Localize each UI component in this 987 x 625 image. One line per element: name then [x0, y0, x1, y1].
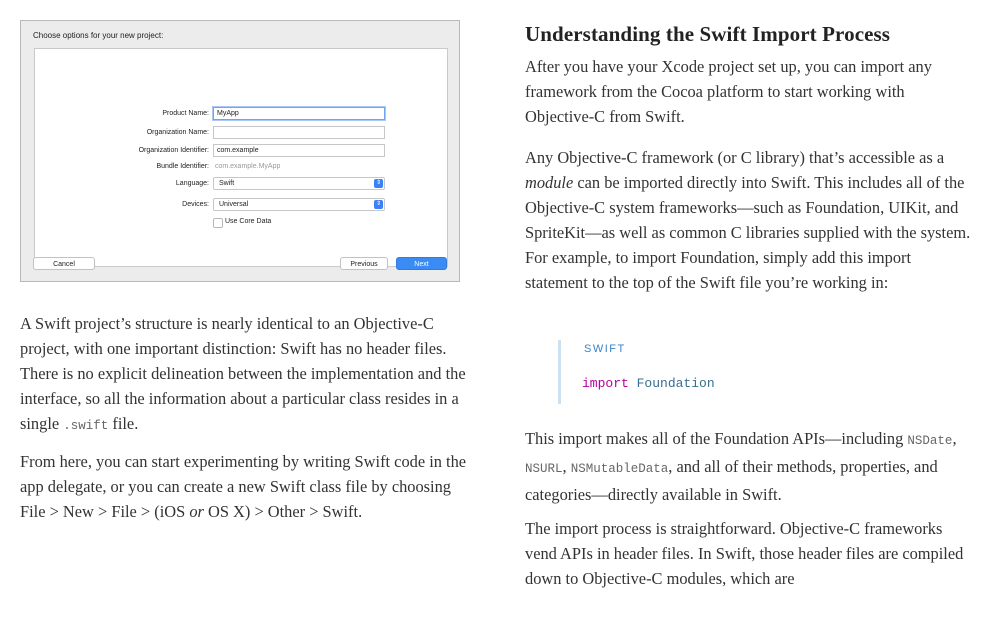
- devices-row: [35, 198, 449, 212]
- bundle-identifier-value: com.example.MyApp: [215, 163, 281, 170]
- inline-code: .swift: [63, 419, 109, 433]
- code-keyword: import: [582, 376, 629, 391]
- select-stepper-icon: ⇕: [375, 180, 382, 186]
- organization-identifier-row: [35, 144, 449, 158]
- dialog-options-panel: [34, 48, 448, 267]
- code-language-label: SWIFT: [584, 343, 626, 355]
- organization-name-label: Organization Name:: [146, 129, 209, 136]
- product-name-field[interactable]: MyApp: [213, 107, 385, 120]
- right-paragraph-2: [525, 145, 971, 295]
- organization-identifier-label: Organization Identifier:: [138, 147, 209, 154]
- xcode-dialog-screenshot: [20, 20, 460, 282]
- organization-identifier-field[interactable]: com.example: [213, 144, 385, 157]
- text-run: can be imported directly into Swift. This includes all of the Objective-C system frameworks—such as Foundation, UIKit, and SpriteKit—as well as common C libraries supplied with the system. For example, to import Foundation, simply add this import statement to the top of the Swift file you’re working in:: [525, 173, 971, 292]
- product-name-label: Product Name:: [162, 110, 209, 117]
- language-value: Swift: [219, 180, 235, 187]
- bundle-identifier-label: Bundle Identifier:: [156, 163, 209, 170]
- dialog-title: Choose options for your new project:: [33, 31, 164, 40]
- right-paragraph-4: The import process is straightforward. Objective-C frameworks vend APIs in header files. In Swift, those header files are compiled down to Objective-C modules, which are: [525, 519, 964, 588]
- core-data-row: [35, 217, 449, 231]
- organization-name-row: [35, 126, 449, 140]
- select-stepper-icon: ⇕: [375, 201, 382, 207]
- inline-code: NSURL: [525, 462, 563, 476]
- text-run: OS X) > Other > Swift.: [203, 502, 363, 521]
- text-run: , and all of their methods, properties, and categories—directly available in Swift.: [525, 457, 938, 504]
- text-run: From here, you can start experimenting by writing Swift code in the app delegate, or you can create a new Swift class file by choosing File > New > File > (iOS: [20, 452, 467, 521]
- left-paragraph-2: [20, 449, 468, 524]
- use-core-data-checkbox[interactable]: [213, 218, 223, 228]
- text-run: Any Objective-C framework (or C library) that’s accessible as a: [525, 148, 945, 167]
- inline-code: NSMutableData: [570, 462, 669, 476]
- code-line: [582, 376, 715, 391]
- use-core-data-label: Use Core Data: [225, 218, 272, 225]
- bundle-identifier-row: [35, 160, 449, 174]
- inline-code: NSDate: [907, 434, 953, 448]
- emphasis: module: [525, 173, 574, 192]
- organization-name-field[interactable]: [213, 126, 385, 139]
- text-run: A Swift project’s structure is nearly identical to an Objective-C project, with one important distinction: Swift has no header files. There is no explicit delineation between the implementation and the interface, so all the information about a particular class resides in a single: [20, 314, 466, 433]
- right-paragraph-3: [525, 426, 971, 507]
- section-heading: Understanding the Swift Import Process: [525, 22, 891, 46]
- code-block: [558, 340, 981, 404]
- product-name-row: [35, 107, 449, 121]
- text-run: file.: [108, 414, 139, 433]
- language-row: [35, 177, 449, 191]
- right-paragraph-1: After you have your Xcode project set up, you can import any framework from the Cocoa platform to start working with Objective-C from Swift.: [525, 57, 932, 126]
- text-run: ,: [952, 429, 957, 448]
- language-select[interactable]: [213, 177, 385, 190]
- devices-select[interactable]: [213, 198, 385, 211]
- left-paragraph-1: [20, 311, 468, 439]
- emphasis: or: [189, 502, 204, 521]
- text-run: This import makes all of the Foundation APIs—including: [525, 429, 908, 448]
- text-run: ,: [562, 457, 571, 476]
- devices-value: Universal: [219, 201, 249, 208]
- next-button[interactable]: Next: [396, 257, 447, 270]
- previous-button[interactable]: Previous: [340, 257, 388, 270]
- devices-label: Devices:: [182, 201, 209, 208]
- cancel-button[interactable]: Cancel: [33, 257, 95, 270]
- code-module: Foundation: [636, 376, 715, 391]
- language-label: Language:: [175, 180, 209, 187]
